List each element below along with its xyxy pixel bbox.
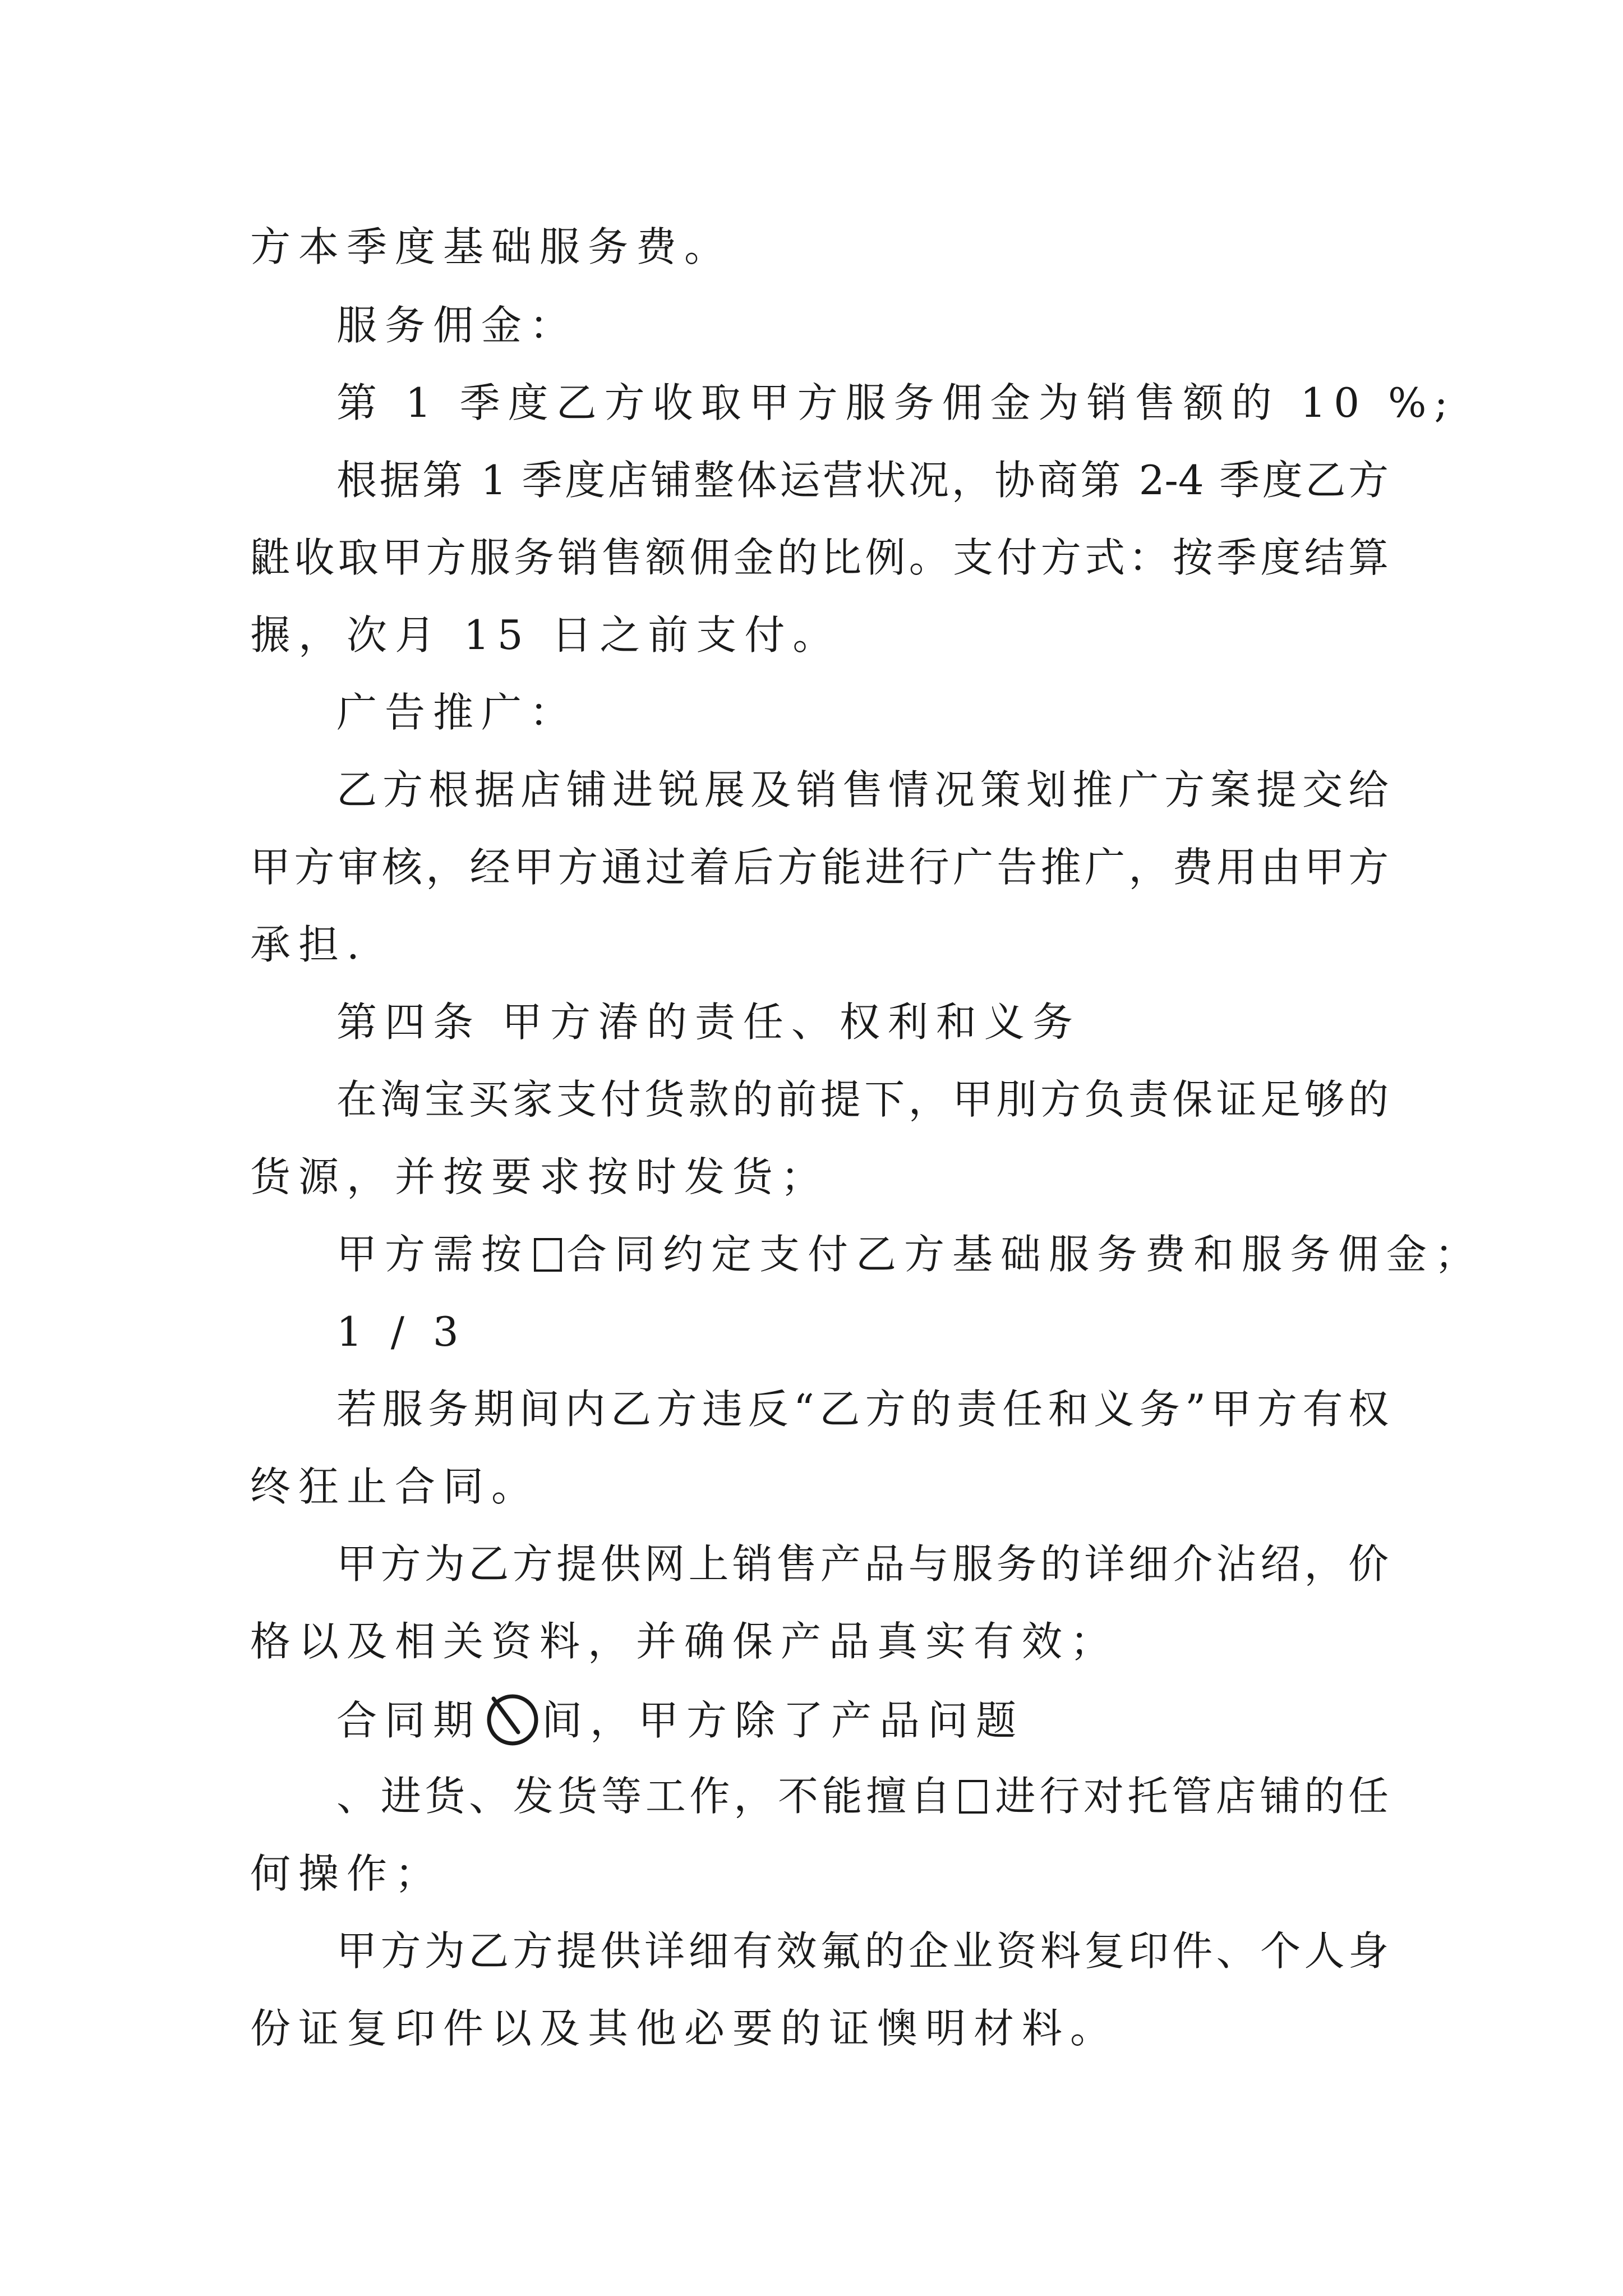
- placeholder-box: [959, 1780, 987, 1814]
- paragraph-line: 搌，次月 15 日之前支付。: [250, 611, 841, 659]
- paragraph-line: 若服务期间内乙方违反“乙方的责任和义务”甲方有权: [336, 1386, 1389, 1433]
- paragraph-line: [336, 1768, 1389, 1824]
- paragraph-line: 份证复印件以及其他必要的证懊明材料。: [250, 2005, 1119, 2052]
- text-segment: 间，甲方除了产品问题: [542, 1697, 1025, 1744]
- text-segment: 合同约定支付乙方基础服务费和服务佣金；: [566, 1231, 1483, 1278]
- paragraph-line: 甲方为乙方提供网上销售产品与服务的详细介沾绍，价: [336, 1540, 1389, 1588]
- text-segment: 进行对托管店铺的任: [991, 1773, 1389, 1820]
- paragraph-line: 何操作；: [250, 1850, 444, 1897]
- paragraph-line: [336, 1691, 1389, 1749]
- text-segment: 合同期: [336, 1697, 482, 1744]
- text-segment: 、进货、发货等工作，不能擅自: [336, 1773, 955, 1820]
- paragraph-line: 第 1 季度乙方收取甲方服务佣金为销售额的 10 %;: [336, 379, 1456, 426]
- placeholder-box: [534, 1238, 562, 1272]
- page-number: 1 / 3: [336, 1308, 467, 1355]
- paragraph-line: 在淘宝买家支付货款的前提下，甲刖方负责保证足够的: [336, 1076, 1389, 1123]
- article-heading: 第四条 甲方湷的责任、权利和义务: [336, 999, 1081, 1046]
- paragraph-line: 方本季度基础服务费。: [250, 223, 733, 270]
- paragraph-line: 货源，并按要求按时发货；: [250, 1153, 829, 1200]
- circle-slash-icon: [482, 1691, 541, 1747]
- section-heading: 服务佣金：: [336, 302, 578, 349]
- paragraph-line: [336, 1226, 1483, 1282]
- paragraph-line: 鼪收取甲方服务销售额佣金的比例。支付方式：按季度结算: [250, 534, 1389, 581]
- paragraph-line: 甲方审核，经甲方通过着后方能进行广告推广，费用由甲方: [250, 844, 1389, 891]
- paragraph-line: 终狂止合同。: [250, 1463, 540, 1510]
- paragraph-line: 甲方为乙方提供详细有效氟的企业资料复印件、个人身: [336, 1927, 1389, 1975]
- paragraph-line: 根据第 1 季度店铺整体运营状况，协商第 2-4 季度乙方: [336, 457, 1389, 504]
- paragraph-line: 乙方根据店铺进锐展及销售情况策划推广方案提交给: [336, 766, 1389, 813]
- paragraph-line: 格以及相关资料，并确保产品真实有效；: [250, 1618, 1119, 1665]
- text-segment: 甲方需按: [336, 1231, 530, 1278]
- section-heading: 广告推广：: [336, 689, 578, 736]
- paragraph-line: 承担.: [250, 921, 367, 968]
